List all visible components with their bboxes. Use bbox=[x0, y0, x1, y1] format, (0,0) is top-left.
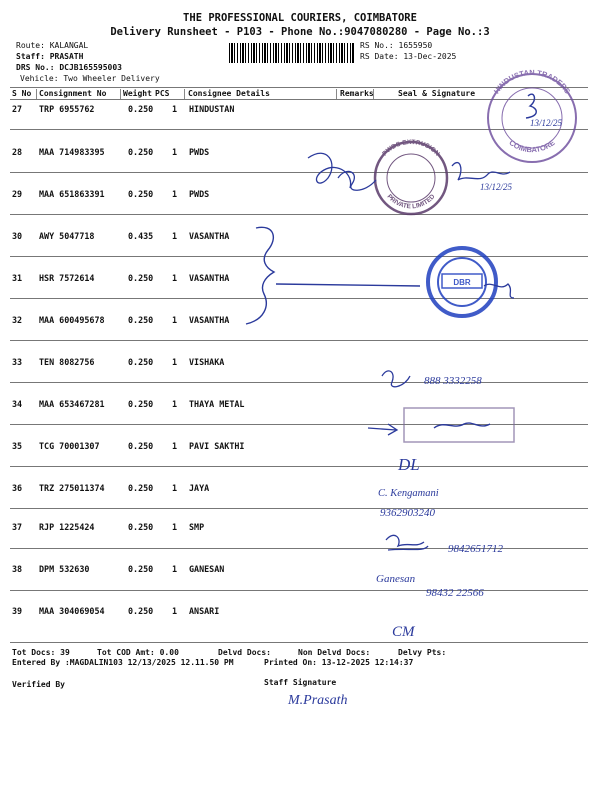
row-pcs: 1 bbox=[172, 231, 178, 241]
blue-round-stamp bbox=[428, 248, 496, 316]
row-sno: 35 bbox=[12, 441, 23, 451]
handwritten-phone: 888 3332258 bbox=[424, 375, 482, 387]
vehicle: Vehicle: Two Wheeler Delivery bbox=[20, 74, 160, 83]
col-weight: Weight bbox=[123, 89, 152, 98]
route: Route: KALANGAL bbox=[16, 41, 89, 50]
col-pcs: PCS bbox=[155, 89, 170, 98]
handwritten-phone: 9842651712 bbox=[448, 543, 503, 555]
verified-by-label: Verified By bbox=[12, 680, 65, 689]
rs-date: RS Date: 13-Dec-2025 bbox=[360, 52, 457, 61]
stamp-text: HINDUSTAN TRADERS bbox=[491, 67, 573, 96]
stamp-text: PWDS EXTRUSION bbox=[381, 138, 441, 158]
row-weight: 0.250 bbox=[128, 483, 154, 493]
row-sno: 33 bbox=[12, 357, 23, 367]
row-weight: 0.250 bbox=[128, 564, 154, 574]
row-sno: 37 bbox=[12, 522, 23, 532]
row-sno: 31 bbox=[12, 273, 23, 283]
row-weight: 0.250 bbox=[128, 189, 154, 199]
row-consignee: PWDS bbox=[189, 147, 210, 157]
row-weight: 0.250 bbox=[128, 147, 154, 157]
staff: Staff: PRASATH bbox=[16, 52, 84, 61]
handwritten-initials: CM bbox=[392, 624, 415, 640]
row-consignee: VASANTHA bbox=[189, 273, 230, 283]
row-consignee: GANESAN bbox=[189, 564, 225, 574]
handwritten-name: Ganesan bbox=[376, 573, 416, 585]
col-consignee: Consignee Details bbox=[188, 89, 270, 98]
arrow-mark bbox=[368, 424, 397, 435]
handwritten-signature bbox=[434, 423, 490, 428]
row-sno: 34 bbox=[12, 399, 23, 409]
row-sno: 32 bbox=[12, 315, 23, 325]
row-consignment: MAA 304069054 bbox=[39, 606, 105, 616]
handwritten-signature bbox=[526, 94, 536, 118]
row-pcs: 1 bbox=[172, 315, 178, 325]
col-sno: S No bbox=[12, 89, 32, 98]
row-sno: 39 bbox=[12, 606, 23, 616]
row-consignee: VISHAKA bbox=[189, 357, 225, 367]
total-docs: Tot Docs: 39 bbox=[12, 648, 70, 657]
rs-number: RS No.: 1655950 bbox=[360, 41, 433, 50]
row-consignee: ANSARI bbox=[189, 606, 220, 616]
row-consignment: RJP 1225424 bbox=[39, 522, 95, 532]
row-pcs: 1 bbox=[172, 147, 178, 157]
row-weight: 0.250 bbox=[128, 522, 154, 532]
col-consignment: Consignment No bbox=[39, 89, 107, 98]
handwritten-phone: 98432 22566 bbox=[426, 587, 484, 599]
row-pcs: 1 bbox=[172, 606, 178, 616]
row-consignment: TRZ 275011374 bbox=[39, 483, 105, 493]
stamp-text: PRIVATE LIMITED bbox=[385, 193, 437, 211]
row-pcs: 1 bbox=[172, 441, 178, 451]
row-pcs: 1 bbox=[172, 273, 178, 283]
printed-on: Printed On: 13-12-2025 12:14:37 bbox=[264, 658, 414, 667]
row-consignment: MAA 714983395 bbox=[39, 147, 105, 157]
non-delivered-docs: Non Delvd Docs: bbox=[298, 648, 371, 657]
hindustan-stamp bbox=[488, 68, 576, 162]
handwritten-initials: DL bbox=[398, 455, 420, 474]
row-consignment: DPM 532630 bbox=[39, 564, 90, 574]
row-consignee: HINDUSTAN bbox=[189, 104, 235, 114]
row-weight: 0.250 bbox=[128, 104, 154, 114]
svg-text:HINDUSTAN TRADERS bbox=[492, 68, 572, 95]
row-weight: 0.250 bbox=[128, 357, 154, 367]
svg-text:PWDS EXTRUSION bbox=[381, 139, 441, 158]
stamp-text: COIMBATORE bbox=[507, 137, 557, 155]
delivery-points: Delvy Pts: bbox=[398, 648, 447, 657]
row-sno: 27 bbox=[12, 104, 23, 114]
row-consignee: PAVI SAKTHI bbox=[189, 441, 245, 451]
handwritten-name: C. Kengamani bbox=[378, 488, 439, 499]
row-pcs: 1 bbox=[172, 522, 178, 532]
row-pcs: 1 bbox=[172, 399, 178, 409]
delivered-docs: Delvd Docs: bbox=[218, 648, 271, 657]
row-pcs: 1 bbox=[172, 189, 178, 199]
pwds-stamp bbox=[375, 139, 447, 214]
row-consignment: TRP 6955762 bbox=[39, 104, 95, 114]
svg-text:COIMBATORE bbox=[507, 138, 556, 154]
row-consignment: TCG 70001307 bbox=[39, 441, 100, 451]
row-consignment: TEN 8082756 bbox=[39, 357, 95, 367]
staff-handwritten-signature: M.Prasath bbox=[288, 693, 348, 708]
row-consignee: VASANTHA bbox=[189, 315, 230, 325]
row-sno: 30 bbox=[12, 231, 23, 241]
company-title: THE PROFESSIONAL COURIERS, COIMBATORE bbox=[183, 12, 417, 24]
row-sno: 28 bbox=[12, 147, 23, 157]
row-weight: 0.250 bbox=[128, 273, 154, 283]
row-pcs: 1 bbox=[172, 483, 178, 493]
row-consignee: VASANTHA bbox=[189, 231, 230, 241]
row-pcs: 1 bbox=[172, 357, 178, 367]
staff-signature-label: Staff Signature bbox=[264, 678, 337, 687]
col-seal-signature: Seal & Signature bbox=[398, 89, 476, 98]
handwritten-signature bbox=[386, 535, 428, 550]
row-pcs: 1 bbox=[172, 564, 178, 574]
arrow-line bbox=[276, 284, 420, 286]
handwritten-phone: 9362903240 bbox=[380, 507, 435, 519]
handwritten-signature bbox=[484, 284, 514, 298]
col-remarks: Remarks bbox=[340, 89, 374, 98]
row-weight: 0.250 bbox=[128, 315, 154, 325]
row-pcs: 1 bbox=[172, 104, 178, 114]
bracket-mark bbox=[246, 227, 274, 324]
runsheet-title: Delivery Runsheet - P103 - Phone No.:9047080280 - Page No.:3 bbox=[110, 26, 490, 38]
row-consignee: JAYA bbox=[189, 483, 210, 493]
total-cod-amount: Tot COD Amt: 0.00 bbox=[97, 648, 179, 657]
row-consignment: AWY 5047718 bbox=[39, 231, 95, 241]
row-sno: 38 bbox=[12, 564, 23, 574]
row-consignee: THAYA METAL bbox=[189, 399, 245, 409]
entered-by: Entered By :MAGDALIN103 12/13/2025 12.11.50 PM bbox=[12, 658, 234, 667]
row-consignee: PWDS bbox=[189, 189, 210, 199]
row-consignment: MAA 600495678 bbox=[39, 315, 105, 325]
row-consignment: HSR 7572614 bbox=[39, 273, 95, 283]
row-weight: 0.250 bbox=[128, 606, 154, 616]
stamp-text: DBR bbox=[453, 278, 471, 287]
row-weight: 0.435 bbox=[128, 231, 154, 241]
handwritten-date: 13/12/25 bbox=[480, 182, 513, 192]
row-consignee: SMP bbox=[189, 522, 205, 532]
row-sno: 29 bbox=[12, 189, 23, 199]
row-weight: 0.250 bbox=[128, 399, 154, 409]
row-consignment: MAA 653467281 bbox=[39, 399, 105, 409]
handwritten-signature bbox=[382, 371, 410, 387]
handwritten-date: 13/12/25 bbox=[530, 118, 563, 128]
row-consignment: MAA 651863391 bbox=[39, 189, 105, 199]
drs-number: DRS No.: DCJB165595003 bbox=[16, 63, 122, 72]
row-sno: 36 bbox=[12, 483, 23, 493]
row-weight: 0.250 bbox=[128, 441, 154, 451]
